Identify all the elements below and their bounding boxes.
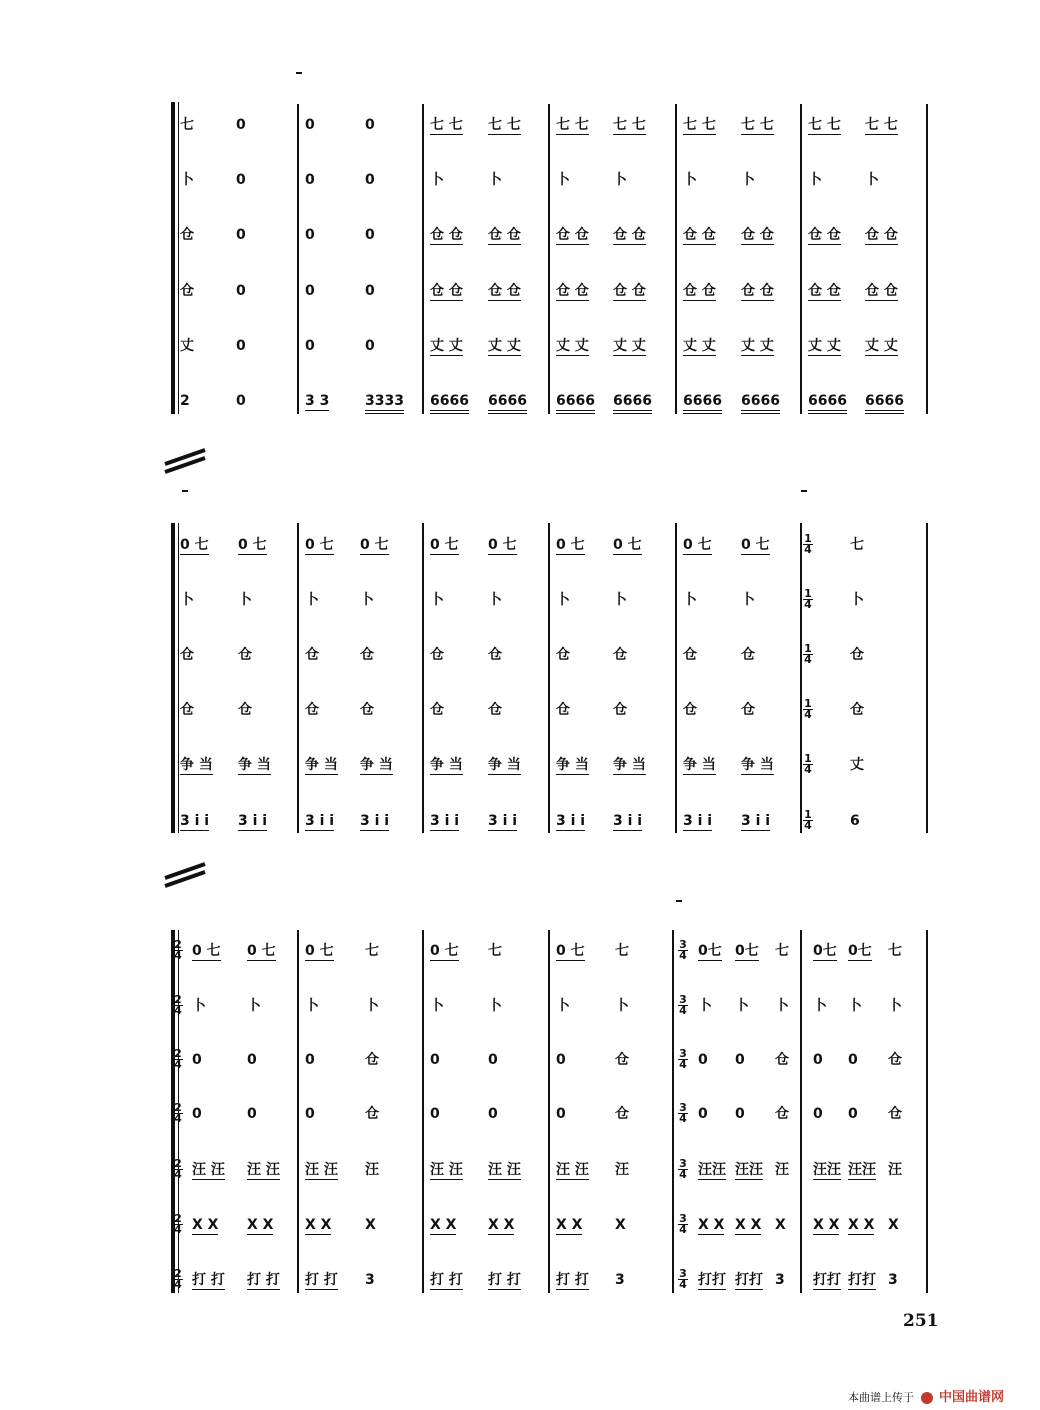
- note-cell: 汪 汪: [247, 1162, 280, 1178]
- barline: [926, 523, 928, 833]
- note-cell: 0: [305, 117, 315, 133]
- note-cell: 仓: [430, 647, 444, 663]
- note-cell: 0: [735, 1106, 745, 1122]
- note-cell: 3 i i: [430, 813, 460, 829]
- note-cell: 七: [180, 117, 194, 133]
- barline: [926, 930, 928, 1293]
- note-cell: 仓: [683, 702, 697, 718]
- note-cell: 3 3: [305, 393, 330, 409]
- note-cell: X: [615, 1217, 626, 1233]
- rehearsal-mark: [801, 490, 807, 492]
- note-cell: 6666: [430, 393, 469, 409]
- note-cell: 仓: [615, 1052, 629, 1068]
- note-cell: 汪汪: [735, 1162, 763, 1178]
- footer-site: 中国曲谱网: [939, 1390, 1005, 1405]
- barline: [672, 930, 674, 1293]
- note-cell: 七: [365, 943, 379, 959]
- note-cell: 3333: [365, 393, 404, 409]
- time-signature: 2 4: [174, 1212, 182, 1236]
- note-cell: 卜: [613, 172, 627, 188]
- note-cell: 打打: [848, 1272, 876, 1288]
- note-cell: 6666: [613, 393, 652, 409]
- note-cell: 仓 仓: [488, 227, 521, 243]
- note-cell: 3 i i: [683, 813, 713, 829]
- note-cell: 争 当: [360, 757, 393, 773]
- note-cell: 3 i i: [613, 813, 643, 829]
- note-cell: 仓: [360, 702, 374, 718]
- note-cell: 丈 丈: [430, 338, 463, 354]
- note-cell: 仓: [360, 647, 374, 663]
- note-cell: 0: [305, 338, 315, 354]
- note-cell: 仓 仓: [556, 283, 589, 299]
- note-cell: 卜: [247, 998, 261, 1014]
- barline: [297, 523, 299, 833]
- note-cell: 2: [180, 393, 190, 409]
- note-cell: 仓: [888, 1052, 902, 1068]
- time-signature: 1 4: [804, 808, 812, 832]
- note-cell: 七 七: [556, 117, 589, 133]
- note-cell: 0 七: [488, 537, 517, 553]
- note-cell: 仓: [305, 647, 319, 663]
- note-cell: 仓: [180, 702, 194, 718]
- note-cell: 丈 丈: [683, 338, 716, 354]
- note-cell: 卜: [238, 592, 252, 608]
- note-cell: 仓 仓: [430, 227, 463, 243]
- note-cell: 仓: [613, 647, 627, 663]
- time-signature: 2 4: [174, 993, 182, 1017]
- note-cell: 卜: [698, 998, 712, 1014]
- note-cell: 6: [850, 813, 860, 829]
- note-cell: 争 当: [683, 757, 716, 773]
- brace-thin-line: [178, 102, 179, 414]
- note-cell: 七 七: [430, 117, 463, 133]
- note-cell: 仓 仓: [808, 283, 841, 299]
- note-cell: 汪汪: [813, 1162, 841, 1178]
- note-cell: 0 七: [247, 943, 276, 959]
- note-cell: 0: [430, 1052, 440, 1068]
- note-cell: 卜: [888, 998, 902, 1014]
- note-cell: 仓: [556, 647, 570, 663]
- note-cell: 0 七: [305, 943, 334, 959]
- note-cell: 七: [488, 943, 502, 959]
- note-cell: X X: [698, 1217, 725, 1233]
- note-cell: 卜: [192, 998, 206, 1014]
- note-cell: X X: [556, 1217, 583, 1233]
- note-cell: 打 打: [305, 1272, 338, 1288]
- note-cell: 0 七: [613, 537, 642, 553]
- time-signature: 3 4: [679, 1101, 687, 1125]
- time-signature: 1 4: [804, 697, 812, 721]
- note-cell: 打 打: [556, 1272, 589, 1288]
- note-cell: 汪汪: [848, 1162, 876, 1178]
- note-cell: 仓: [180, 283, 194, 299]
- note-cell: 0: [365, 117, 375, 133]
- note-cell: 0 七: [360, 537, 389, 553]
- note-cell: 0: [192, 1052, 202, 1068]
- note-cell: 0: [698, 1052, 708, 1068]
- note-cell: X X: [488, 1217, 515, 1233]
- barline: [675, 523, 677, 833]
- time-signature: 3 4: [679, 993, 687, 1017]
- note-cell: 仓: [365, 1106, 379, 1122]
- page-number: 251: [903, 1311, 939, 1331]
- note-cell: 3 i i: [741, 813, 771, 829]
- note-cell: 卜: [556, 592, 570, 608]
- barline: [675, 104, 677, 414]
- note-cell: 0: [305, 283, 315, 299]
- note-cell: 争 当: [741, 757, 774, 773]
- note-cell: 0: [813, 1052, 823, 1068]
- note-cell: 仓 仓: [556, 227, 589, 243]
- note-cell: 0: [305, 1052, 315, 1068]
- note-cell: 仓 仓: [488, 283, 521, 299]
- rehearsal-mark: [676, 900, 682, 902]
- note-cell: 3 i i: [556, 813, 586, 829]
- note-cell: 七 七: [808, 117, 841, 133]
- note-cell: 丈: [850, 757, 864, 773]
- note-cell: 丈 丈: [741, 338, 774, 354]
- note-cell: X X: [848, 1217, 875, 1233]
- note-cell: 汪: [615, 1162, 629, 1178]
- note-cell: 卜: [615, 998, 629, 1014]
- note-cell: 打 打: [488, 1272, 521, 1288]
- note-cell: 打 打: [430, 1272, 463, 1288]
- note-cell: 卜: [180, 172, 194, 188]
- note-cell: 仓: [888, 1106, 902, 1122]
- note-cell: 仓 仓: [430, 283, 463, 299]
- note-cell: 0: [813, 1106, 823, 1122]
- note-cell: 卜: [613, 592, 627, 608]
- time-signature: 2 4: [174, 1047, 182, 1071]
- note-cell: 仓: [683, 647, 697, 663]
- note-cell: 仓: [556, 702, 570, 718]
- time-signature: 3 4: [679, 1267, 687, 1291]
- note-cell: 仓 仓: [865, 283, 898, 299]
- note-cell: 丈 丈: [556, 338, 589, 354]
- note-cell: 0: [848, 1052, 858, 1068]
- note-cell: 汪 汪: [305, 1162, 338, 1178]
- note-cell: 0: [236, 227, 246, 243]
- note-cell: 仓: [615, 1106, 629, 1122]
- note-cell: 0 七: [430, 943, 459, 959]
- note-cell: 仓 仓: [808, 227, 841, 243]
- note-cell: 争 当: [180, 757, 213, 773]
- note-cell: 汪汪: [698, 1162, 726, 1178]
- note-cell: X: [888, 1217, 899, 1233]
- note-cell: 0七: [698, 943, 722, 959]
- note-cell: 0: [236, 283, 246, 299]
- note-cell: 争 当: [238, 757, 271, 773]
- note-cell: 6666: [556, 393, 595, 409]
- note-cell: X X: [735, 1217, 762, 1233]
- note-cell: 仓: [180, 647, 194, 663]
- note-cell: 0 七: [430, 537, 459, 553]
- note-cell: 七: [850, 537, 864, 553]
- time-signature: 2 4: [174, 938, 182, 962]
- note-cell: 0: [488, 1106, 498, 1122]
- time-signature: 3 4: [679, 1157, 687, 1181]
- system-separator-icon: [163, 448, 209, 474]
- footer-text: 本曲谱上传于: [848, 1391, 914, 1404]
- note-cell: 仓: [238, 647, 252, 663]
- note-cell: 仓 仓: [741, 283, 774, 299]
- note-cell: X X: [192, 1217, 219, 1233]
- note-cell: 0: [192, 1106, 202, 1122]
- note-cell: 仓: [238, 702, 252, 718]
- note-cell: 仓: [850, 702, 864, 718]
- footer-logo-icon: [921, 1392, 933, 1404]
- note-cell: 0: [430, 1106, 440, 1122]
- time-signature: 1 4: [804, 587, 812, 611]
- barline: [297, 930, 299, 1293]
- rehearsal-mark: [182, 490, 188, 492]
- note-cell: 6666: [488, 393, 527, 409]
- note-cell: 卜: [180, 592, 194, 608]
- note-cell: 争 当: [305, 757, 338, 773]
- note-cell: 仓: [180, 227, 194, 243]
- barline: [422, 523, 424, 833]
- note-cell: 汪: [365, 1162, 379, 1178]
- note-cell: 卜: [741, 172, 755, 188]
- note-cell: 卜: [556, 172, 570, 188]
- note-cell: 0: [698, 1106, 708, 1122]
- note-cell: 仓: [430, 702, 444, 718]
- note-cell: 0: [365, 338, 375, 354]
- note-cell: 0: [488, 1052, 498, 1068]
- note-cell: 仓 仓: [865, 227, 898, 243]
- note-cell: 仓: [850, 647, 864, 663]
- note-cell: 仓: [775, 1052, 789, 1068]
- note-cell: 6666: [683, 393, 722, 409]
- note-cell: 3: [365, 1272, 375, 1288]
- note-cell: 打 打: [247, 1272, 280, 1288]
- note-cell: 仓: [488, 702, 502, 718]
- brace-thin-line: [178, 523, 179, 833]
- note-cell: 卜: [813, 998, 827, 1014]
- note-cell: 七 七: [488, 117, 521, 133]
- note-cell: 仓: [741, 647, 755, 663]
- note-cell: 3: [775, 1272, 785, 1288]
- note-cell: 卜: [741, 592, 755, 608]
- note-cell: 七 七: [613, 117, 646, 133]
- note-cell: X X: [247, 1217, 274, 1233]
- note-cell: 仓 仓: [683, 283, 716, 299]
- note-cell: 3 i i: [180, 813, 210, 829]
- note-cell: 0: [365, 172, 375, 188]
- note-cell: 卜: [775, 998, 789, 1014]
- note-cell: 0: [236, 393, 246, 409]
- note-cell: 丈: [180, 338, 194, 354]
- note-cell: 仓: [741, 702, 755, 718]
- note-cell: 争 当: [613, 757, 646, 773]
- note-cell: 3 i i: [238, 813, 268, 829]
- note-cell: 七 七: [741, 117, 774, 133]
- note-cell: 七 七: [865, 117, 898, 133]
- note-cell: 0: [556, 1052, 566, 1068]
- barline: [297, 104, 299, 414]
- note-cell: 丈 丈: [613, 338, 646, 354]
- note-cell: 0 七: [556, 537, 585, 553]
- note-cell: 丈 丈: [808, 338, 841, 354]
- barline: [422, 104, 424, 414]
- time-signature: 3 4: [679, 1047, 687, 1071]
- note-cell: 七: [775, 943, 789, 959]
- note-cell: 打打: [813, 1272, 841, 1288]
- time-signature: 2 4: [174, 1101, 182, 1125]
- note-cell: 0七: [813, 943, 837, 959]
- note-cell: 汪: [888, 1162, 902, 1178]
- note-cell: 0: [236, 172, 246, 188]
- note-cell: 0七: [735, 943, 759, 959]
- note-cell: 汪: [775, 1162, 789, 1178]
- note-cell: X X: [813, 1217, 840, 1233]
- note-cell: X: [775, 1217, 786, 1233]
- note-cell: 0: [305, 172, 315, 188]
- note-cell: 卜: [488, 998, 502, 1014]
- note-cell: 6666: [808, 393, 847, 409]
- note-cell: 仓: [488, 647, 502, 663]
- time-signature: 2 4: [174, 1157, 182, 1181]
- note-cell: 3: [888, 1272, 898, 1288]
- note-cell: 卜: [305, 592, 319, 608]
- barline: [548, 104, 550, 414]
- barline: [548, 930, 550, 1293]
- note-cell: 打打: [735, 1272, 763, 1288]
- note-cell: 仓: [365, 1052, 379, 1068]
- note-cell: 0 七: [556, 943, 585, 959]
- barline: [800, 930, 802, 1293]
- note-cell: 0: [365, 227, 375, 243]
- note-cell: 0 七: [192, 943, 221, 959]
- note-cell: 卜: [735, 998, 749, 1014]
- note-cell: 卜: [683, 592, 697, 608]
- note-cell: 卜: [430, 998, 444, 1014]
- note-cell: 0 七: [238, 537, 267, 553]
- rehearsal-mark: [296, 72, 302, 74]
- brace-bar: [171, 523, 175, 833]
- note-cell: 0 七: [180, 537, 209, 553]
- footer-credit: [848, 1386, 1004, 1405]
- system-separator-icon: [163, 862, 209, 888]
- note-cell: 汪 汪: [556, 1162, 589, 1178]
- note-cell: 卜: [850, 592, 864, 608]
- note-cell: 七 七: [683, 117, 716, 133]
- note-cell: 卜: [360, 592, 374, 608]
- note-cell: 6666: [865, 393, 904, 409]
- brace-bar: [171, 102, 175, 414]
- barline: [800, 523, 802, 833]
- time-signature: 3 4: [679, 1212, 687, 1236]
- time-signature: 1 4: [804, 642, 812, 666]
- note-cell: 卜: [865, 172, 879, 188]
- note-cell: 汪 汪: [488, 1162, 521, 1178]
- note-cell: 卜: [556, 998, 570, 1014]
- note-cell: 0: [305, 227, 315, 243]
- note-cell: 3 i i: [305, 813, 335, 829]
- note-cell: 丈 丈: [488, 338, 521, 354]
- note-cell: 0七: [848, 943, 872, 959]
- barline: [926, 104, 928, 414]
- note-cell: 卜: [488, 172, 502, 188]
- note-cell: 0: [247, 1106, 257, 1122]
- note-cell: X: [365, 1217, 376, 1233]
- note-cell: 卜: [430, 172, 444, 188]
- note-cell: 卜: [365, 998, 379, 1014]
- note-cell: 七: [888, 943, 902, 959]
- note-cell: 打打: [698, 1272, 726, 1288]
- note-cell: 0: [236, 338, 246, 354]
- barline: [422, 930, 424, 1293]
- note-cell: 争 当: [488, 757, 521, 773]
- note-cell: 打 打: [192, 1272, 225, 1288]
- note-cell: X X: [430, 1217, 457, 1233]
- note-cell: 0 七: [683, 537, 712, 553]
- note-cell: 仓 仓: [613, 283, 646, 299]
- note-cell: 卜: [808, 172, 822, 188]
- time-signature: 2 4: [174, 1267, 182, 1291]
- note-cell: 卜: [683, 172, 697, 188]
- note-cell: 仓 仓: [683, 227, 716, 243]
- note-cell: 仓: [775, 1106, 789, 1122]
- note-cell: 3: [615, 1272, 625, 1288]
- note-cell: 汪 汪: [192, 1162, 225, 1178]
- note-cell: 丈 丈: [865, 338, 898, 354]
- barline: [548, 523, 550, 833]
- note-cell: 0: [305, 1106, 315, 1122]
- note-cell: 0: [735, 1052, 745, 1068]
- note-cell: 争 当: [430, 757, 463, 773]
- note-cell: 仓: [613, 702, 627, 718]
- note-cell: 0: [247, 1052, 257, 1068]
- note-cell: X X: [305, 1217, 332, 1233]
- note-cell: 3 i i: [488, 813, 518, 829]
- note-cell: 卜: [305, 998, 319, 1014]
- note-cell: 卜: [430, 592, 444, 608]
- note-cell: 0 七: [305, 537, 334, 553]
- note-cell: 七: [615, 943, 629, 959]
- note-cell: 汪 汪: [430, 1162, 463, 1178]
- note-cell: 3 i i: [360, 813, 390, 829]
- note-cell: 0: [365, 283, 375, 299]
- time-signature: 3 4: [679, 938, 687, 962]
- note-cell: 0: [556, 1106, 566, 1122]
- note-cell: 0 七: [741, 537, 770, 553]
- note-cell: 卜: [488, 592, 502, 608]
- note-cell: 争 当: [556, 757, 589, 773]
- note-cell: 6666: [741, 393, 780, 409]
- note-cell: 仓: [305, 702, 319, 718]
- note-cell: 0: [848, 1106, 858, 1122]
- note-cell: 仓 仓: [741, 227, 774, 243]
- time-signature: 1 4: [804, 532, 812, 556]
- note-cell: 卜: [848, 998, 862, 1014]
- barline: [800, 104, 802, 414]
- note-cell: 仓 仓: [613, 227, 646, 243]
- note-cell: 0: [236, 117, 246, 133]
- time-signature: 1 4: [804, 752, 812, 776]
